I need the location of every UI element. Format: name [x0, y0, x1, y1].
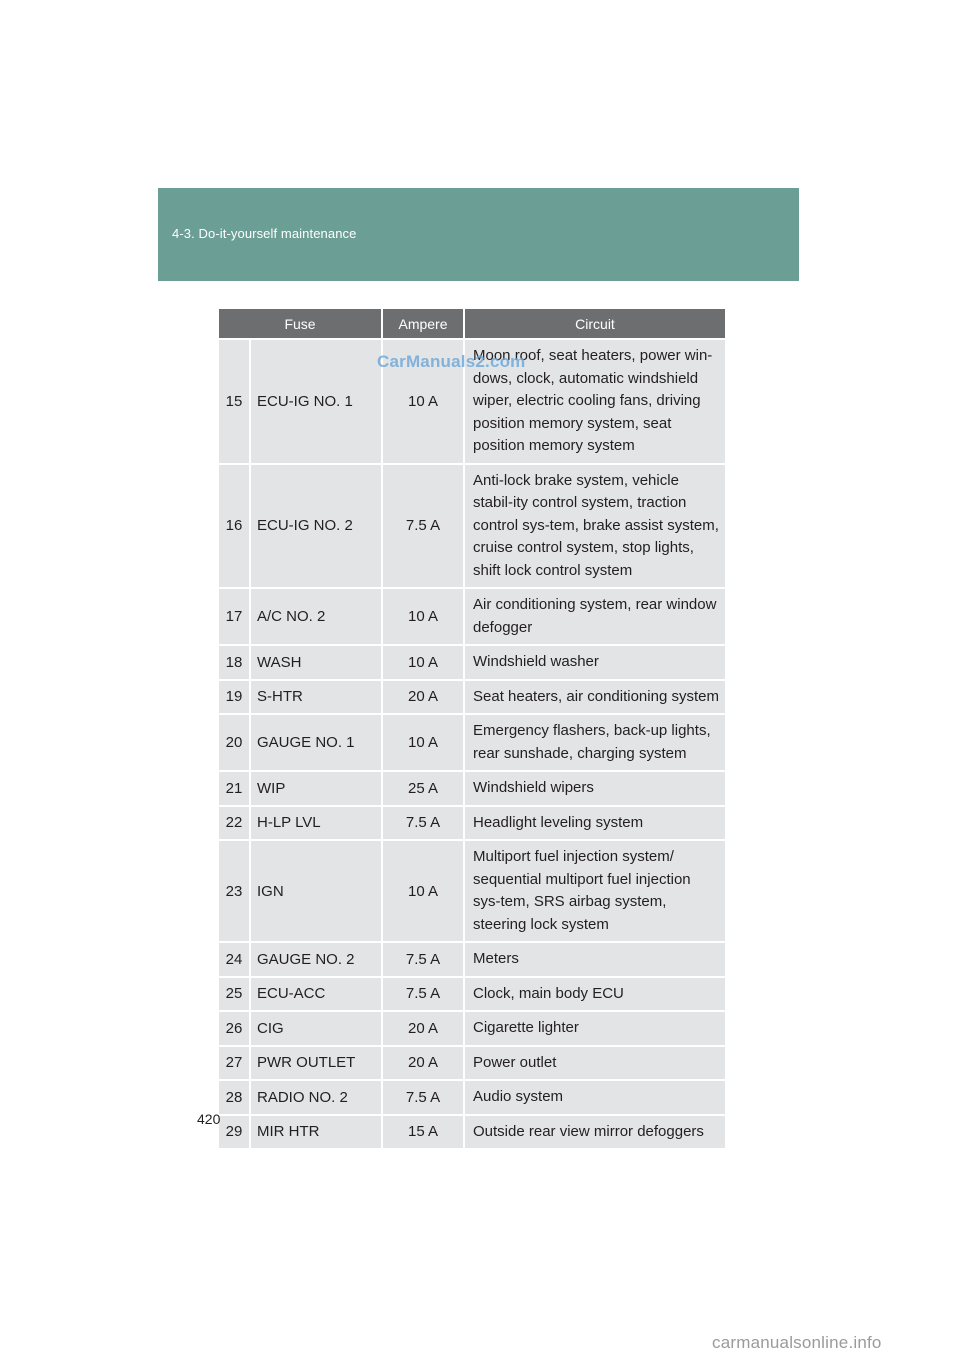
table-row	[219, 1046, 725, 1081]
table-header-row	[219, 309, 725, 339]
fuse-name-cell: MIR HTR	[250, 1115, 382, 1149]
fuse-number-cell: 16	[219, 464, 250, 589]
fuse-name-cell: ECU-IG NO. 1	[250, 339, 382, 464]
ampere-cell: 20 A	[382, 1011, 464, 1046]
circuit-cell: Seat heaters, air conditioning system	[464, 680, 725, 715]
ampere-cell: 7.5 A	[382, 806, 464, 841]
fuse-name-cell: A/C NO. 2	[250, 588, 382, 645]
ampere-cell: 7.5 A	[382, 977, 464, 1012]
ampere-cell: 7.5 A	[382, 464, 464, 589]
circuit-cell: Anti-lock brake system, vehicle stabil-ity control system, traction control sys-tem, brake assist system, cruise control system, stop lights, shift lock control system	[464, 464, 725, 589]
fuse-name-cell: PWR OUTLET	[250, 1046, 382, 1081]
circuit-cell: Headlight leveling system	[464, 806, 725, 841]
ampere-cell: 25 A	[382, 771, 464, 806]
fuse-number-cell: 21	[219, 771, 250, 806]
table-row	[219, 942, 725, 977]
fuse-name-cell: WIP	[250, 771, 382, 806]
ampere-cell: 10 A	[382, 840, 464, 942]
table-row	[219, 840, 725, 942]
fuse-number-cell: 28	[219, 1080, 250, 1115]
fuse-number-cell: 17	[219, 588, 250, 645]
fuse-number-cell: 26	[219, 1011, 250, 1046]
table-row	[219, 977, 725, 1012]
fuse-name-cell: GAUGE NO. 1	[250, 714, 382, 771]
fuse-number-cell: 22	[219, 806, 250, 841]
fuse-name-cell: ECU-IG NO. 2	[250, 464, 382, 589]
fuse-name-cell: WASH	[250, 645, 382, 680]
ampere-cell: 10 A	[382, 714, 464, 771]
table-row	[219, 1080, 725, 1115]
ampere-cell: 10 A	[382, 588, 464, 645]
column-header-ampere: Ampere	[382, 309, 464, 339]
fuse-number-cell: 25	[219, 977, 250, 1012]
circuit-cell: Audio system	[464, 1080, 725, 1115]
fuse-name-cell: ECU-ACC	[250, 977, 382, 1012]
fuse-number-cell: 20	[219, 714, 250, 771]
ampere-cell: 15 A	[382, 1115, 464, 1149]
fuse-name-cell: RADIO NO. 2	[250, 1080, 382, 1115]
table-row	[219, 1011, 725, 1046]
circuit-cell: Windshield washer	[464, 645, 725, 680]
table-row	[219, 680, 725, 715]
ampere-cell: 10 A	[382, 339, 464, 464]
ampere-cell: 20 A	[382, 680, 464, 715]
table-row	[219, 1115, 725, 1149]
fuse-name-cell: CIG	[250, 1011, 382, 1046]
fuse-name-cell: H-LP LVL	[250, 806, 382, 841]
fuse-number-cell: 19	[219, 680, 250, 715]
fuse-number-cell: 18	[219, 645, 250, 680]
circuit-cell: Power outlet	[464, 1046, 725, 1081]
table-row	[219, 806, 725, 841]
circuit-cell: Cigarette lighter	[464, 1011, 725, 1046]
section-title: 4-3. Do-it-yourself maintenance	[172, 226, 357, 241]
circuit-cell: Emergency flashers, back-up lights, rear sunshade, charging system	[464, 714, 725, 771]
fuse-table-body	[219, 339, 725, 1148]
table-row	[219, 588, 725, 645]
table-row	[219, 645, 725, 680]
column-header-fuse: Fuse	[219, 309, 382, 339]
fuse-number-cell: 29	[219, 1115, 250, 1149]
fuse-name-cell: S-HTR	[250, 680, 382, 715]
table-row	[219, 771, 725, 806]
ampere-cell: 20 A	[382, 1046, 464, 1081]
circuit-cell: Moon roof, seat heaters, power win-dows, clock, automatic windshield wiper, electric cooling fans, driving position memory system, seat position memory system	[464, 339, 725, 464]
fuse-number-cell: 23	[219, 840, 250, 942]
fuse-name-cell: GAUGE NO. 2	[250, 942, 382, 977]
ampere-cell: 7.5 A	[382, 942, 464, 977]
fuse-table	[219, 309, 725, 1148]
circuit-cell: Windshield wipers	[464, 771, 725, 806]
circuit-cell: Clock, main body ECU	[464, 977, 725, 1012]
ampere-cell: 10 A	[382, 645, 464, 680]
fuse-number-cell: 24	[219, 942, 250, 977]
watermark-logo-top: CarManuals2.com	[377, 352, 526, 371]
fuse-number-cell: 27	[219, 1046, 250, 1081]
fuse-number-cell: 15	[219, 339, 250, 464]
page-number: 420	[197, 1111, 221, 1127]
watermark-footer: carmanualsonline.info	[712, 1333, 882, 1352]
table-row	[219, 714, 725, 771]
circuit-cell: Outside rear view mirror defoggers	[464, 1115, 725, 1149]
circuit-cell: Meters	[464, 942, 725, 977]
circuit-cell: Multiport fuel injection system/ sequential multiport fuel injection sys-tem, SRS airbag system, steering lock system	[464, 840, 725, 942]
ampere-cell: 7.5 A	[382, 1080, 464, 1115]
column-header-circuit: Circuit	[464, 309, 725, 339]
table-row	[219, 464, 725, 589]
circuit-cell: Air conditioning system, rear window defogger	[464, 588, 725, 645]
fuse-name-cell: IGN	[250, 840, 382, 942]
